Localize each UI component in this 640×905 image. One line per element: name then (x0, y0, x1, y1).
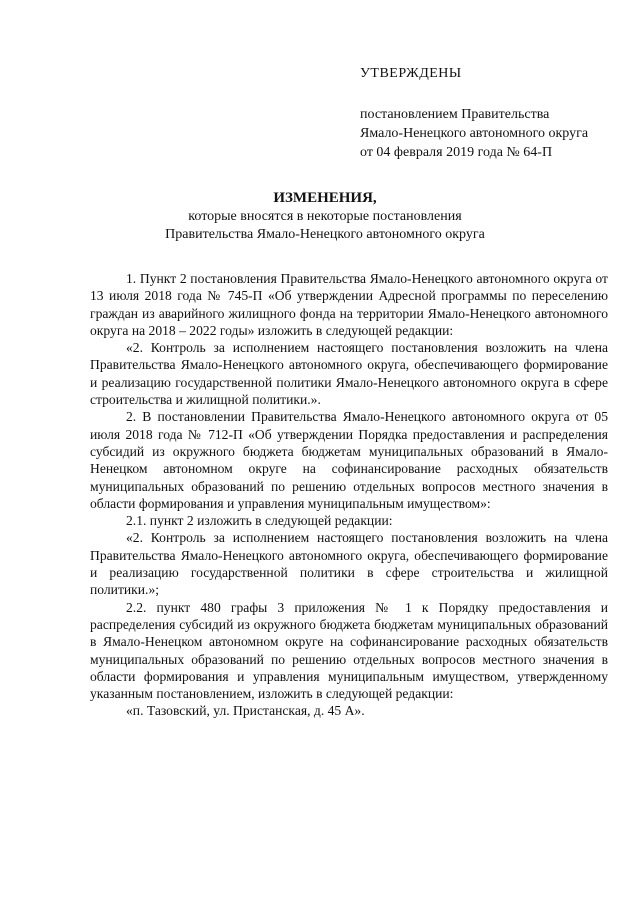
paragraph-1: 1. Пункт 2 постановления Правительства Ямало-Ненецкого автономного округа от 13 июля 2018 года № 745-П «Об утверждении Адресной программы по переселению граждан из аварийного жилищного фонда на территории Ямало-Ненецкого автономного округа на 2018 – 2022 годы» изложить в следующей редакции: (90, 271, 608, 338)
paragraph-4: 2.1. пункт 2 изложить в следующей редакции: (126, 513, 393, 529)
document-body (90, 270, 608, 720)
paragraph-2-quote: «2. Контроль за исполнением настоящего постановления возложить на члена Правительства Ямало-Ненецкого автономного округа, обеспечивающего формирование и реализацию государственной политики Ямало-Ненецкого автономного округа в сфере строительства и жилищной политики.». (90, 340, 608, 408)
paragraph-7-quote: «п. Тазовский, ул. Пристанская, д. 45 А». (126, 703, 365, 719)
document-heading (90, 188, 560, 244)
approval-line-1: постановлением Правительства (360, 107, 550, 122)
paragraph-3: 2. В постановлении Правительства Ямало-Ненецкого автономного округа от 05 июля 2018 года № 712-П «Об утверждении Порядка предоставления и распределения субсидий из окружного бюджета бюджетам муниципальных образований в Ямало-Ненецком автономном округе на софинансирование расходных обязательств муниципальных образований по решению отдельных вопросов местного значения в области формирования и управления муниципальным имуществом»: (90, 409, 608, 511)
approval-line-2: Ямало-Ненецкого автономного округа (360, 126, 589, 141)
heading-title: ИЗМЕНЕНИЯ, (273, 190, 377, 206)
approval-stamp (360, 64, 630, 162)
paragraph-6: 2.2. пункт 480 графы 3 приложения № 1 к Порядку предоставления и распределения субсидий из окружного бюджета бюджетам муниципальных образований в Ямало-Ненецком автономном округе на софинансирование расходных обязательств муниципальных образований по решению отдельных вопросов местного значения в области формирования и управления муниципальным имуществом, утвержденному указанным постановлением, изложить в следующей редакции: (90, 599, 608, 702)
heading-subtitle-2: Правительства Ямало-Ненецкого автономного округа (165, 227, 485, 242)
approval-line-3: от 04 февраля 2019 года № 64-П (360, 145, 553, 160)
heading-subtitle-1: которые вносятся в некоторые постановления (188, 209, 462, 224)
approval-title: УТВЕРЖДЕНЫ (360, 66, 462, 81)
paragraph-5-quote: «2. Контроль за исполнением настоящего постановления возложить на члена Правительства Ямало-Ненецкого автономного округа, обеспечивающего формирование и реализацию государственной политики в сфере строительства и жилищной политики.»; (90, 530, 608, 598)
